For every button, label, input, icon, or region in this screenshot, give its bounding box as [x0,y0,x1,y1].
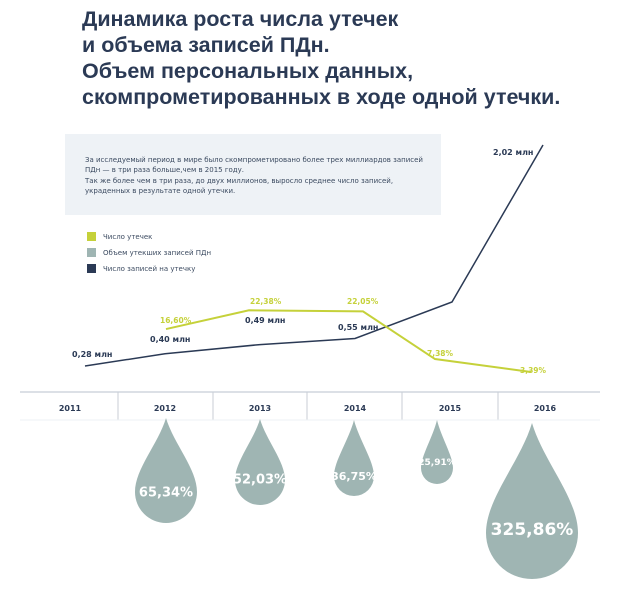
data-label-leaks: 16,60% [160,316,192,325]
droplet-volume [486,423,578,579]
data-label-volume: 65,34% [138,485,194,501]
series-line-records [85,145,543,366]
title-line-2: и объема записей ПДн. [82,33,330,57]
data-label-volume: 36,75% [331,469,377,483]
legend-label-records: Число записей на утечку [103,265,196,273]
data-label-records: 0,28 млн [72,350,113,359]
legend-label-leaks: Число утечек [103,233,153,241]
note-line-1: За исследуемый период в мире было скомпрометировано более трех миллиардов записей [85,156,423,164]
droplet-volume [232,419,288,505]
note-line-4: украденных в результате одной утечки. [85,187,236,196]
note-line-3: Так же более чем в три раза, до двух миллионов, выросло среднее число записей, [85,176,394,185]
title-line-4: скомпрометированных в ходе одной утечки. [82,85,561,109]
data-label-records: 0,49 млн [245,316,286,325]
series-line-leaks [166,310,531,372]
data-label-leaks: 22,05% [347,297,379,306]
data-label-records: 0,40 млн [150,335,191,344]
data-label-leaks: 7,38% [427,349,454,358]
title-line-3: Объем персональных данных, [82,59,414,83]
droplet-volume [334,420,374,496]
title-line-1: Динамика роста числа утечек [82,7,399,31]
x-tick-label: 2013 [248,404,272,413]
data-label-records: 2,02 млн [493,148,534,157]
data-label-leaks: 22,38% [250,297,282,306]
data-label-volume: 25,91% [418,458,456,469]
legend-label-volume: Объем утекших записей ПДн [103,249,212,257]
x-tick-label: 2016 [533,404,557,413]
x-tick-label: 2012 [153,404,177,413]
x-tick-label: 2015 [438,404,462,413]
droplet-volume [421,420,453,484]
x-tick-label: 2011 [58,404,82,413]
data-label-records: 0,55 млн [338,323,379,332]
note-line-2: ПДн — в три раза больше,чем в 2015 году. [85,166,245,175]
data-label-volume: 52,03% [232,472,288,488]
data-label-leaks: 3,39% [520,366,547,375]
x-tick-label: 2014 [343,404,367,413]
data-label-volume: 325,86% [490,519,574,540]
droplet-volume [135,418,197,523]
